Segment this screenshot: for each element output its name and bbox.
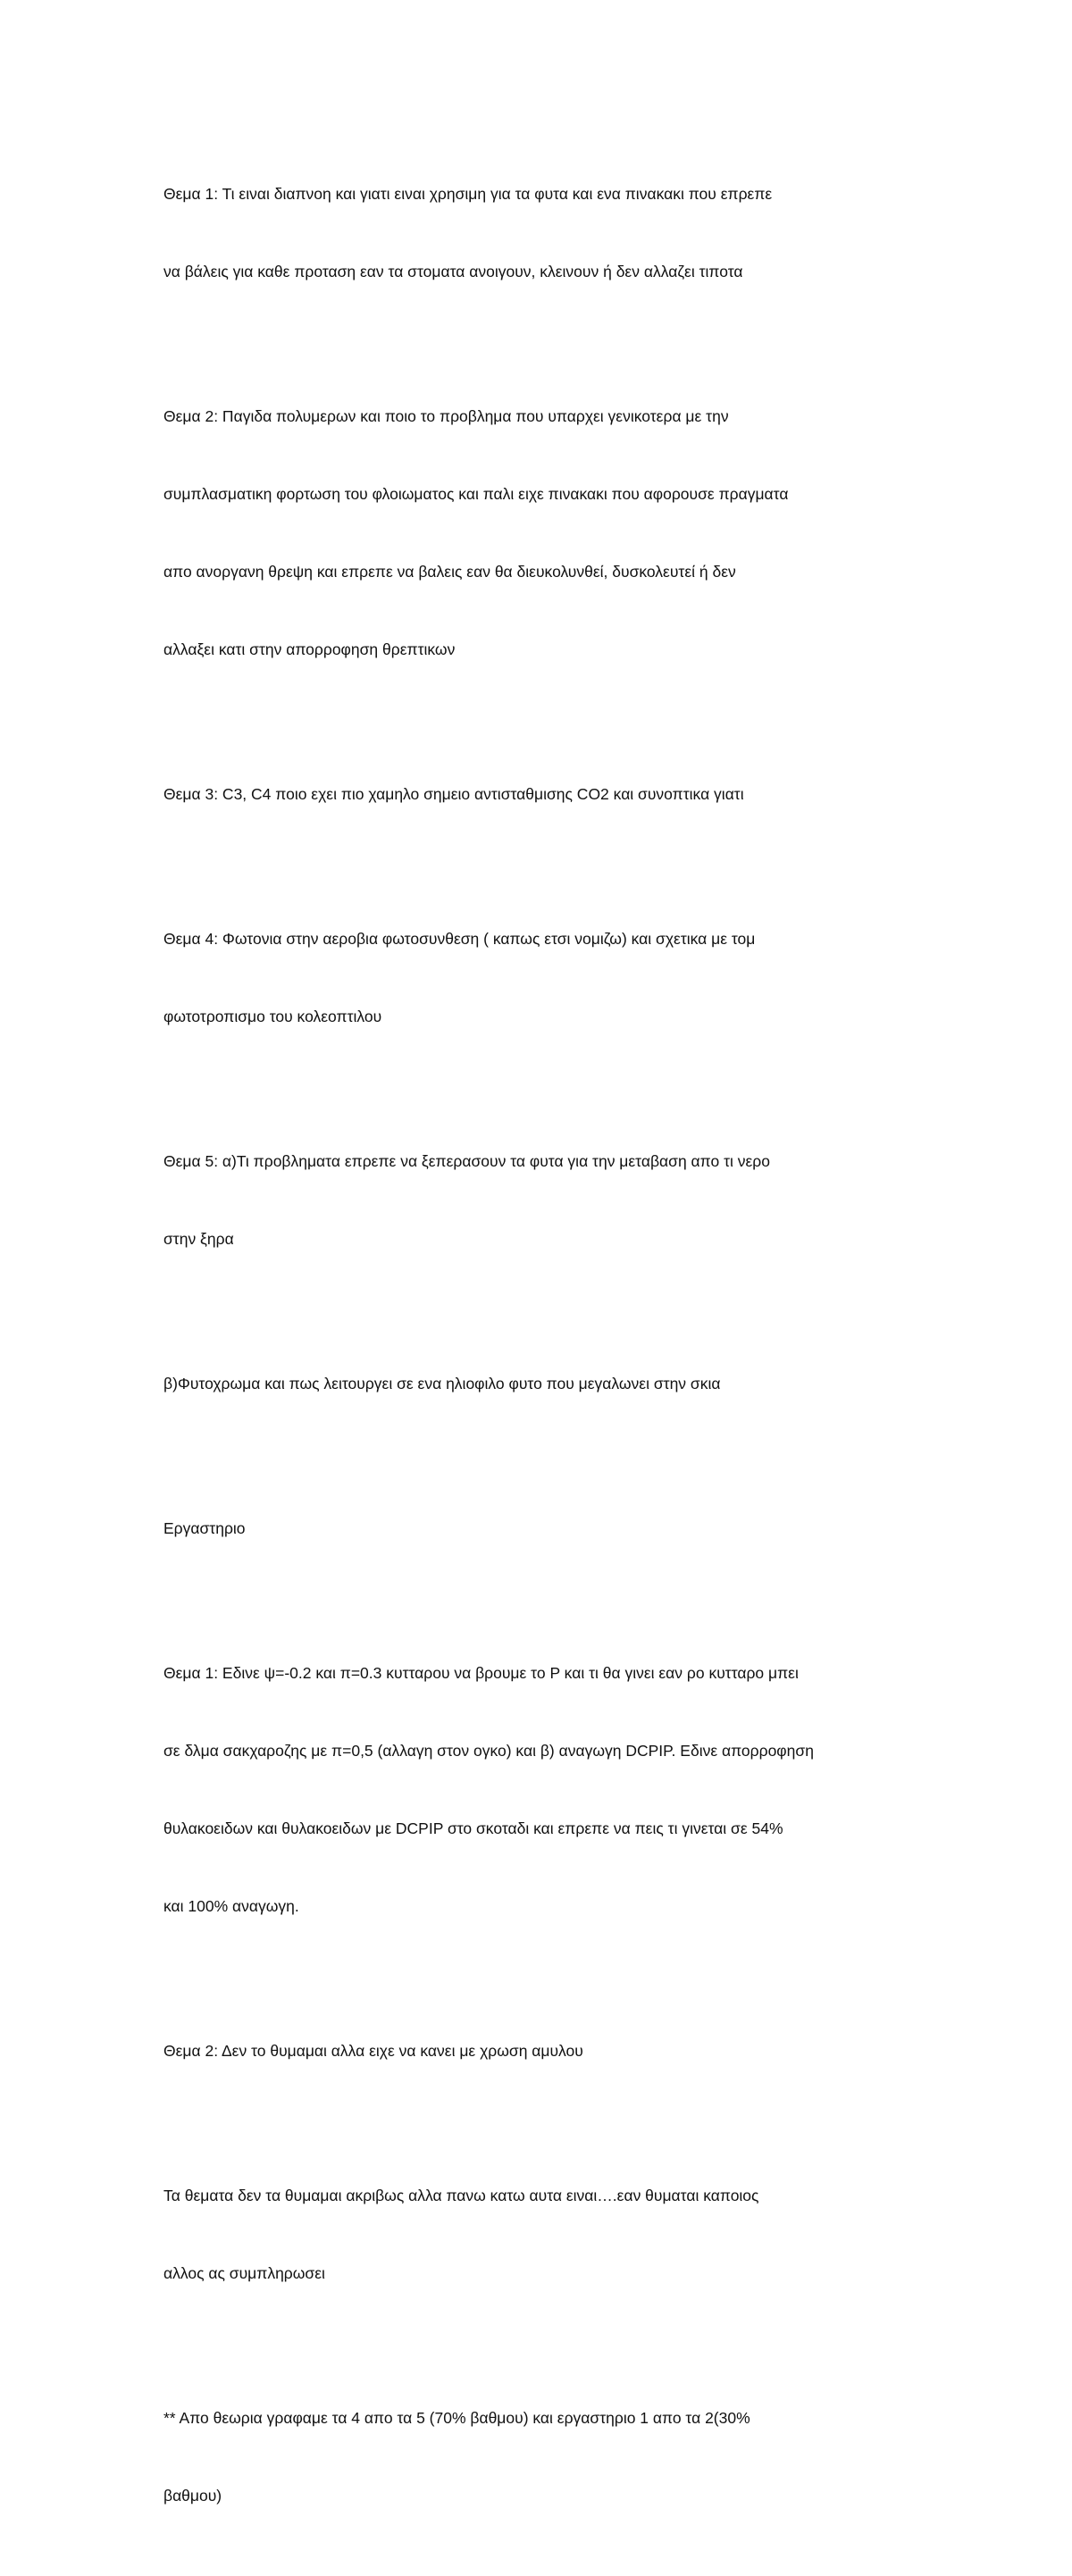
text-line: και 100% αναγωγη.	[163, 1897, 299, 1915]
text-line: Εργαστηριο	[163, 1519, 246, 1537]
text-line: ** Απο θεωρια γραφαμε τα 4 απο τα 5 (70% βαθμου) και εργαστηριο 1 απο τα 2(30%	[163, 2409, 750, 2427]
text-line: Θεμα 2: Δεν το θυμαμαι αλλα ειχε να κανει με χρωση αμυλου	[163, 2042, 583, 2060]
text-line: Θεμα 1: Εδινε ψ=-0.2 και π=0.3 κυτταρου να βρουμε το Ρ και τι θα γινει εαν ρο κυτταρο μπει	[163, 1664, 799, 1682]
text-line: Θεμα 1: Τι ειναι διαπνοη και γιατι ειναι χρησιμη για τα φυτα και ενα πινακακι που επρεπε	[163, 185, 773, 203]
text-line: να βάλεις για καθε προταση εαν τα στοματα ανοιγουν, κλεινουν ή δεν αλλαζει τιποτα	[163, 263, 743, 280]
text-line: β)Φυτοχρωμα και πως λειτουργει σε ενα ηλιοφιλο φυτο που μεγαλωνει στην σκια	[163, 1375, 721, 1393]
text-line: απο ανοργανη θρεψη και επρεπε να βαλεις εαν θα διευκολυνθεί, δυσκολευτεί ή δεν	[163, 563, 736, 581]
paragraph-theory-topic-2	[163, 352, 923, 715]
paragraph-theory-topic-3	[163, 730, 923, 859]
text-line: Θεμα 5: α)Τι προβληματα επρεπε να ξεπερασουν τα φυτα για την μεταβαση απο τι νερο	[163, 1152, 770, 1170]
paragraph-theory-topic-5a	[163, 1097, 923, 1304]
paragraph-note	[163, 2131, 923, 2338]
text-line: φωτοτροπισμο του κολεοπτιλου	[163, 1008, 382, 1025]
text-line: βαθμου)	[163, 2487, 222, 2505]
section-heading-lab	[163, 1464, 923, 1593]
text-line: Θεμα 4: Φωτονια στην αεροβια φωτοσυνθεση ( καπως ετσι νομιζω) και σχετικα με τομ	[163, 930, 756, 948]
text-line: Θεμα 2: Παγιδα πολυμερων και ποιο το προβλημα που υπαρχει γενικοτερα με την	[163, 407, 729, 425]
text-line: αλλος ας συμπληρωσει	[163, 2264, 325, 2282]
paragraph-footnote	[163, 2354, 923, 2561]
paragraph-theory-topic-4	[163, 874, 923, 1082]
paragraph-theory-topic-5b	[163, 1319, 923, 1449]
text-line: σε δλμα σακχαροζης με π=0,5 (αλλαγη στον ογκο) και β) αναγωγη DCPIP. Εδινε απορροφηση	[163, 1742, 814, 1760]
paragraph-lab-topic-2	[163, 1986, 923, 2116]
text-line: θυλακοειδων και θυλακοειδων με DCPIP στο σκοταδι και επρεπε να πεις τι γινεται σε 54%	[163, 1819, 783, 1837]
document-body	[163, 130, 923, 2576]
paragraph-theory-topic-1	[163, 130, 923, 337]
text-line: στην ξηρα	[163, 1230, 234, 1248]
paragraph-lab-topic-1	[163, 1609, 923, 1971]
text-line: συμπλασματικη φορτωση του φλοιωματος και παλι ειχε πινακακι που αφορουσε πραγματα	[163, 485, 789, 503]
text-line: Θεμα 3: C3, C4 ποιο εχει πιο χαμηλο σημειο αντισταθμισης CO2 και συνοπτικα γιατι	[163, 785, 744, 803]
text-line: αλλαξει κατι στην απορροφηση θρεπτικων	[163, 640, 456, 658]
text-line: Τα θεματα δεν τα θυμαμαι ακριβως αλλα πανω κατω αυτα ειναι….εαν θυμαται καποιος	[163, 2187, 759, 2204]
